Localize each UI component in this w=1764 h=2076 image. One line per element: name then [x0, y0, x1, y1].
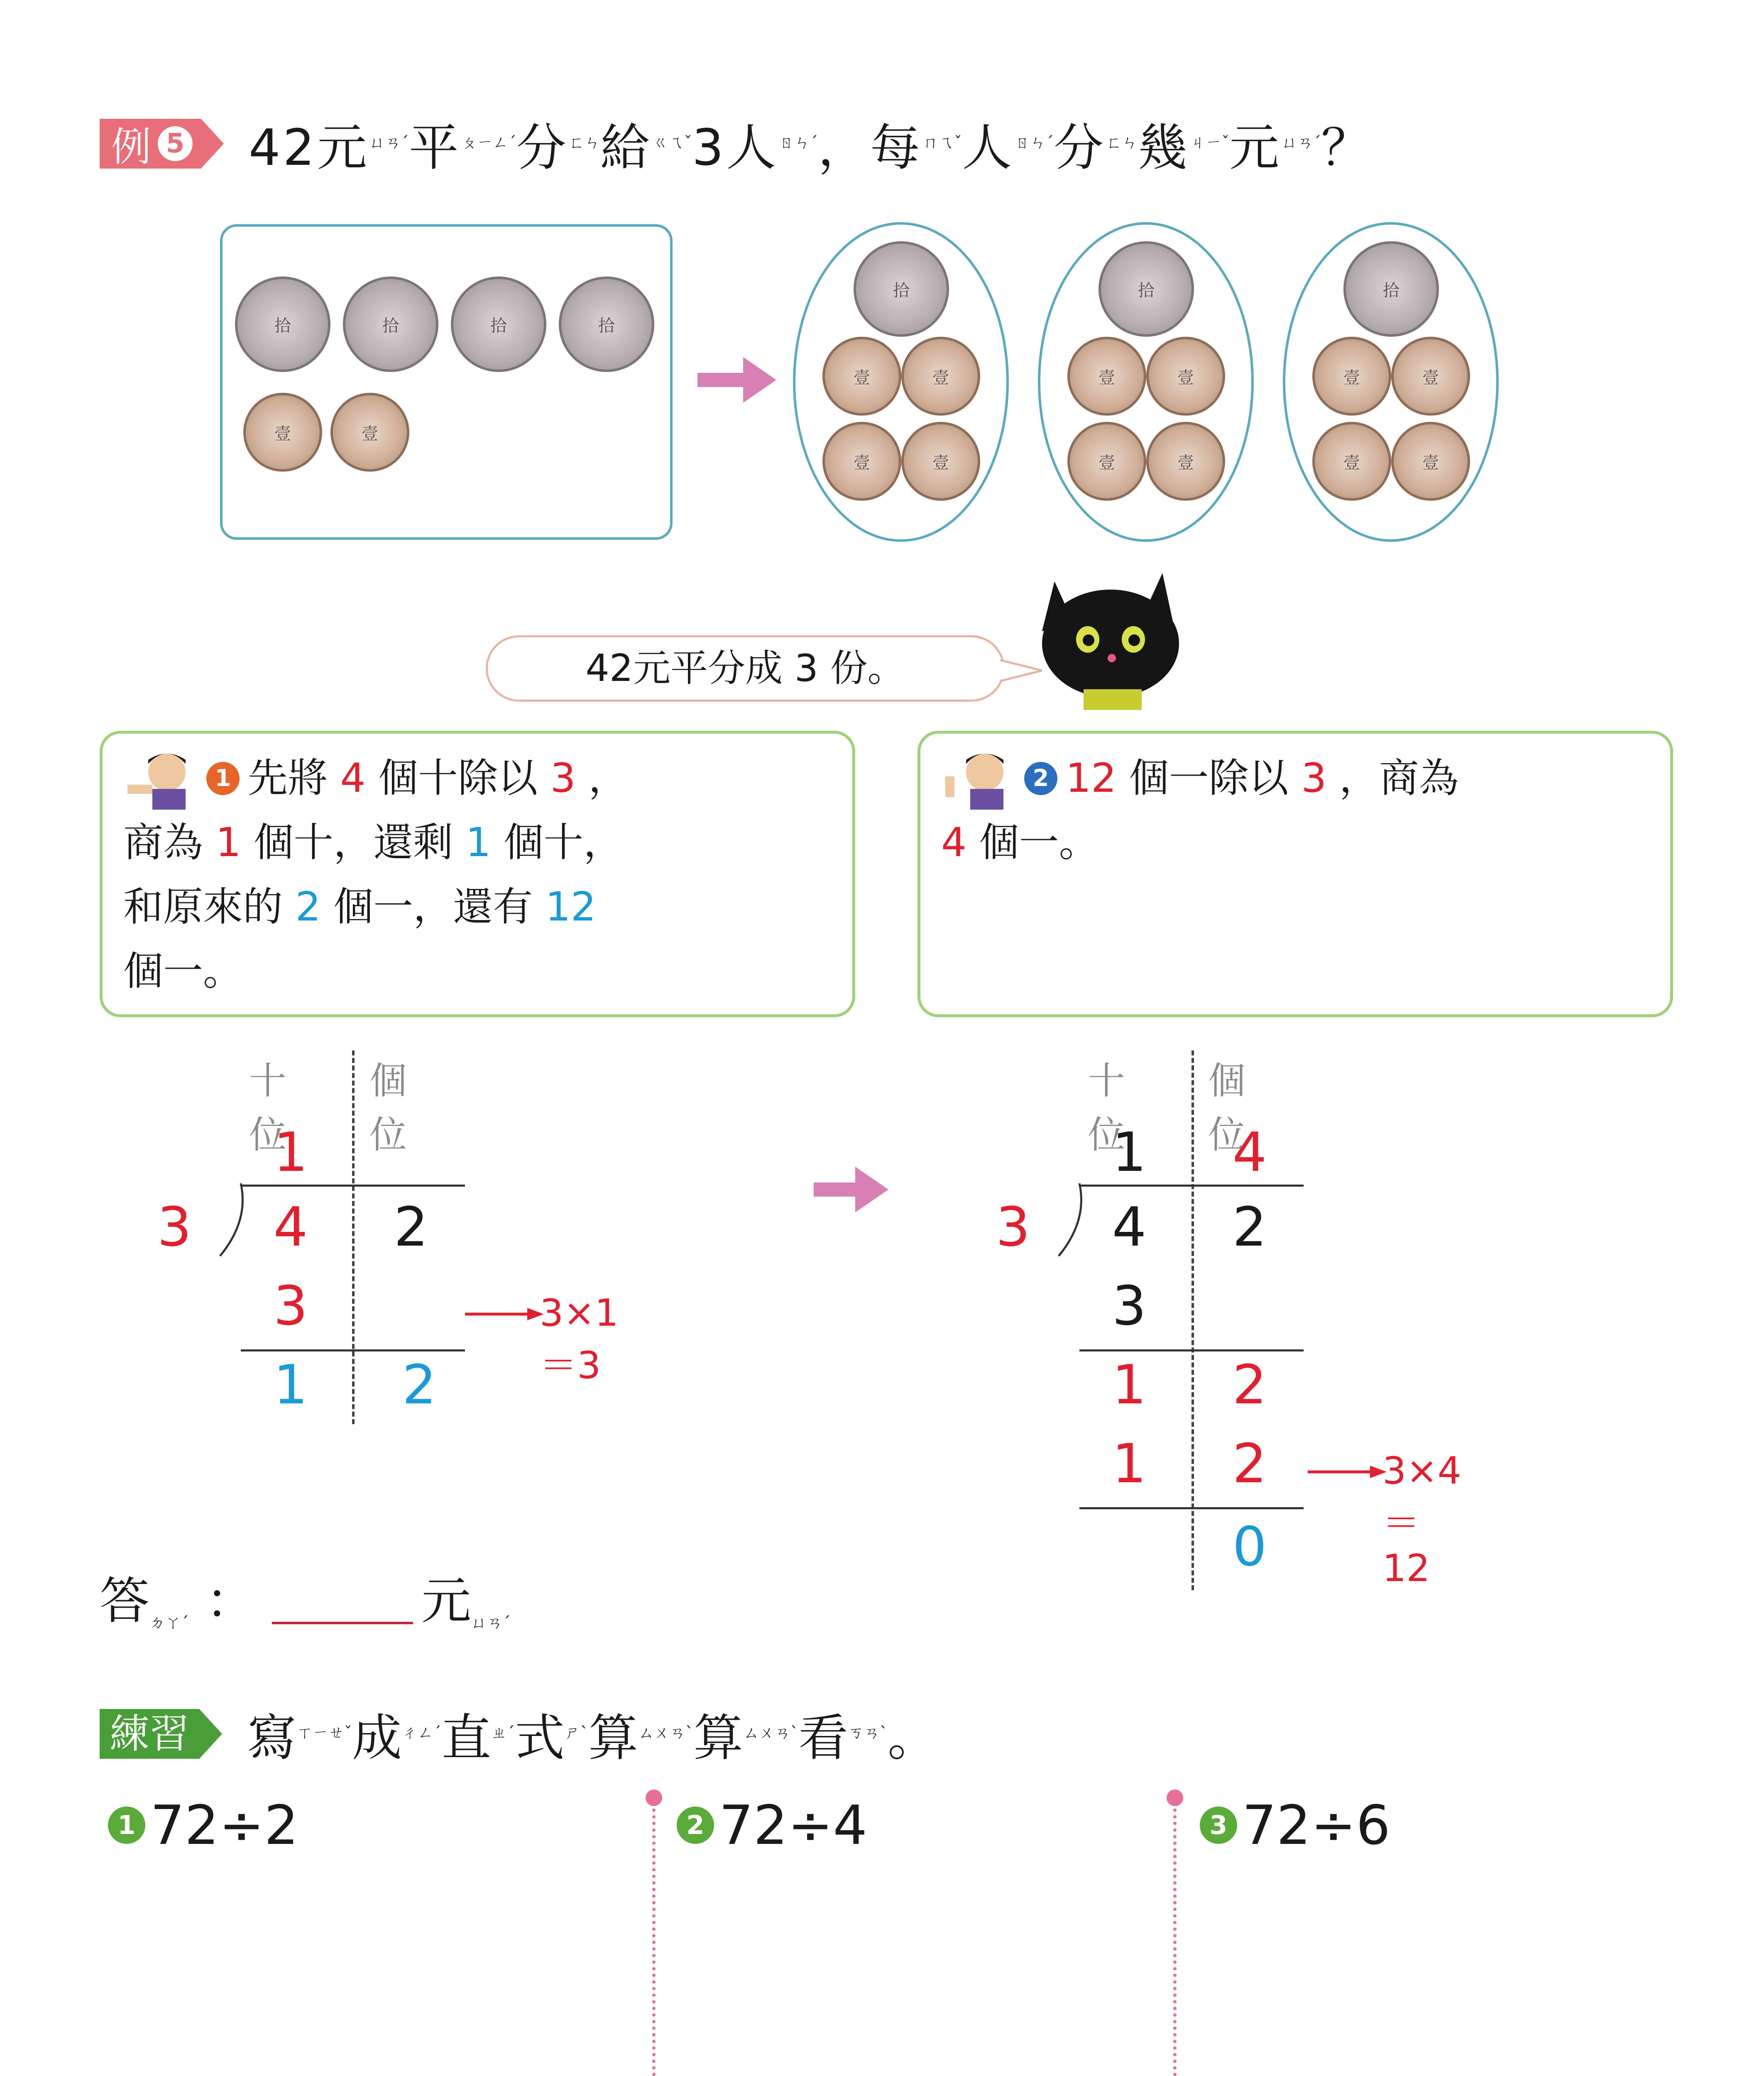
product-tens: 3 [273, 1274, 308, 1337]
step-1-badge: 1 [206, 762, 240, 795]
column-separator [1173, 1802, 1177, 2076]
text-segment: 直 [441, 1709, 492, 1767]
quotient-tens: 1 [273, 1121, 308, 1184]
division-bar [1079, 1185, 1304, 1187]
product-tens: 3 [1112, 1274, 1147, 1337]
subtraction-bar [241, 1349, 465, 1351]
one-dollar-coin: 壹 [1391, 337, 1470, 416]
share-group-1 [793, 222, 1009, 542]
boy-peace-sign-icon [941, 747, 1024, 810]
example-badge-label: 例 [111, 123, 151, 170]
text-segment: 。 [888, 1709, 938, 1767]
hint1-line-2 [123, 810, 836, 875]
product2-tens: 1 [1112, 1432, 1147, 1495]
problem-number-2: 2 [677, 1807, 714, 1844]
hint-text-segment: 12 [545, 884, 596, 930]
subtraction-bar [1079, 1507, 1304, 1509]
hint2-line-2 [941, 810, 1654, 875]
text-segment: 元 [1229, 119, 1282, 177]
practice-badge [100, 1709, 222, 1759]
ten-dollar-coin: 拾 [1343, 241, 1439, 337]
speech-bubble [486, 635, 1005, 702]
text-segment: 3人 [692, 119, 779, 177]
quotient-ones: 4 [1232, 1121, 1267, 1184]
one-dollar-coin: 壹 [1146, 422, 1225, 501]
one-dollar-coin: 壹 [822, 422, 901, 501]
hint-text-segment: 個十除以 [365, 755, 550, 801]
hint-text-segment: 3 [550, 755, 576, 801]
place-value-divider [352, 1050, 355, 1424]
ten-dollar-coin: 拾 [343, 277, 438, 372]
dividend-tens: 4 [1112, 1195, 1147, 1258]
hint-box-2 [917, 731, 1673, 1017]
answer-label-bpmf: ㄉㄚˊ [149, 1613, 189, 1632]
one-dollar-coin: 壹 [901, 422, 980, 501]
bopomofo-annotation: ㄈㄣ [1106, 133, 1138, 152]
share-group-2 [1038, 222, 1254, 542]
hint-text-segment: 1 [465, 819, 491, 866]
ones-header: 個位 [1208, 1059, 1245, 1157]
hint1-line-1 [248, 746, 628, 810]
text-segment: 看 [798, 1709, 849, 1767]
dividend-ones: 2 [394, 1195, 428, 1258]
hint-text-segment: 1 [215, 819, 241, 866]
example-badge [100, 119, 201, 169]
dividend-tens: 4 [273, 1195, 308, 1258]
speech-tail-icon [1001, 656, 1042, 685]
text-segment: 算 [588, 1709, 639, 1767]
bopomofo-annotation: ㄆㄧㄥˊ [461, 133, 516, 152]
one-dollar-coin: 壹 [822, 337, 901, 416]
practice-problem-3 [1200, 1794, 1390, 1857]
hint-text-segment: 個一除以 [1116, 755, 1302, 801]
text-segment: 幾 [1138, 119, 1190, 177]
hint-text-segment: 12 [1066, 755, 1117, 801]
dividend-ones: 2 [1232, 1195, 1267, 1258]
text-segment: 寫 [247, 1709, 297, 1767]
text-segment: 算 [693, 1709, 744, 1767]
one-dollar-coin: 壹 [901, 337, 980, 416]
ten-dollar-coin: 拾 [1099, 241, 1194, 337]
bopomofo-annotation: ㄙㄨㄢˋ [638, 1723, 694, 1742]
hint-box-1 [100, 731, 855, 1017]
problem-number-3: 3 [1200, 1807, 1237, 1844]
division-bracket-icon [1054, 1183, 1084, 1258]
hint-text-segment: 個一，還有 [321, 884, 546, 930]
subtraction-bar [1079, 1349, 1304, 1351]
text-segment: ，每 [818, 119, 923, 177]
practice-instruction [247, 1698, 937, 1770]
practice-problem-2 [677, 1794, 867, 1857]
practice-header [100, 1698, 937, 1770]
divisor: 3 [996, 1195, 1030, 1258]
bopomofo-annotation: ㄩㄢˊ [1282, 133, 1321, 152]
text-segment: 分 [516, 119, 569, 177]
problem-expression-3: 72÷6 [1242, 1794, 1391, 1857]
coin-group-total [220, 224, 673, 540]
quotient-tens: 1 [1112, 1121, 1147, 1184]
one-dollar-coin: 壹 [243, 393, 322, 472]
bopomofo-annotation: ㄖㄣˊ [1014, 133, 1054, 152]
answer-unit: 元 [421, 1572, 472, 1630]
hint1-line-4 [123, 939, 836, 1004]
hint-text-segment: 4 [340, 755, 366, 801]
brought-down-tens: 1 [1112, 1353, 1147, 1416]
cat-mascot-icon [1038, 573, 1187, 710]
example-question [249, 108, 1373, 179]
ten-dollar-coin: 拾 [854, 241, 949, 337]
hint-text-segment: ， [575, 755, 629, 801]
bopomofo-annotation: ㄔㄥˊ [402, 1723, 442, 1742]
column-separator [652, 1802, 656, 2076]
product2-ones: 2 [1232, 1432, 1267, 1495]
tens-header: 十位 [249, 1059, 286, 1157]
practice-badge-label: 練習 [100, 1709, 199, 1759]
problem-expression-2: 72÷4 [719, 1794, 868, 1857]
hint-text-segment: 2 [295, 884, 321, 930]
bopomofo-annotation: ㄙㄨㄢˋ [743, 1723, 799, 1742]
one-dollar-coin: 壹 [330, 393, 409, 472]
text-segment: 42元 [249, 119, 369, 177]
remainder-tens: 1 [273, 1353, 308, 1416]
hint-text-segment: 個一。 [966, 819, 1099, 866]
one-dollar-coin: 壹 [1067, 422, 1146, 501]
bopomofo-annotation: ㄈㄣ [568, 133, 600, 152]
hint2-line-1 [1066, 746, 1459, 810]
division-bracket-icon [216, 1183, 245, 1258]
text-segment: 成 [352, 1709, 402, 1767]
hint-text-segment: 個十， [491, 819, 624, 866]
final-remainder: 0 [1232, 1515, 1267, 1578]
multiplication-note: 3×4＝12 [1382, 1449, 1461, 1590]
hint-text-segment: 商為 [123, 819, 216, 866]
one-dollar-coin: 壹 [1067, 337, 1146, 416]
hint-text-segment: 個十，還剩 [241, 819, 466, 866]
badge-arrow-icon [199, 1709, 222, 1759]
brought-down-ones: 2 [1232, 1353, 1267, 1416]
one-dollar-coin: 壹 [1146, 337, 1225, 416]
hint-text-segment: 個一。 [123, 948, 243, 994]
ten-dollar-coin: 拾 [559, 277, 654, 372]
bopomofo-annotation: ㄓˊ [491, 1723, 515, 1742]
text-segment: 人 [962, 119, 1015, 177]
right-arrow-icon [697, 357, 776, 403]
one-dollar-coin: 壹 [1312, 422, 1391, 501]
text-segment: 給 [600, 119, 653, 177]
hint1-line-3 [123, 875, 836, 939]
text-segment: 分 [1054, 119, 1106, 177]
bopomofo-annotation: ㄩㄢˊ [369, 133, 409, 152]
bopomofo-annotation: ㄕˋ [565, 1723, 589, 1742]
example-badge-number: 5 [158, 126, 193, 161]
hint-text-segment: 先將 [248, 755, 340, 801]
arrow-right-icon [1308, 1464, 1387, 1480]
answer-blank[interactable] [272, 1622, 413, 1624]
one-dollar-coin: 壹 [1391, 422, 1470, 501]
answer-unit-bpmf: ㄩㄢˊ [471, 1613, 511, 1632]
hint-text-segment: 3 [1301, 755, 1327, 801]
practice-problem-1 [108, 1794, 298, 1857]
place-value-divider [1191, 1050, 1194, 1590]
text-segment: ？ [1321, 119, 1374, 177]
tens-header: 十位 [1088, 1059, 1125, 1157]
right-arrow-icon [814, 1167, 888, 1212]
share-group-3 [1283, 222, 1499, 542]
bopomofo-annotation: ㄍㄟˇ [652, 133, 692, 152]
boy-thumbs-up-icon [123, 747, 206, 810]
answer-line [100, 1561, 511, 1633]
bopomofo-annotation: ㄐㄧˇ [1190, 133, 1230, 152]
bopomofo-annotation: ㄖㄣˊ [778, 133, 818, 152]
example-header [100, 108, 1373, 179]
ten-dollar-coin: 拾 [235, 277, 330, 372]
badge-arrow-icon [201, 119, 224, 169]
one-dollar-coin: 壹 [1312, 337, 1391, 416]
ones-header: 個位 [369, 1059, 407, 1157]
answer-label: 答 [100, 1572, 149, 1630]
bopomofo-annotation: ㄒㄧㄝˇ [297, 1723, 352, 1742]
text-segment: 平 [409, 119, 461, 177]
ten-dollar-coin: 拾 [451, 277, 546, 372]
bopomofo-annotation: ㄇㄟˇ [922, 133, 962, 152]
multiplication-note: 3×1＝3 [540, 1291, 619, 1387]
answer-colon: ： [206, 1572, 256, 1630]
hint-text-segment: 和原來的 [123, 884, 296, 930]
problem-expression-1: 72÷2 [150, 1794, 299, 1857]
text-segment: 式 [515, 1709, 565, 1767]
bopomofo-annotation: ㄎㄢˋ [848, 1723, 888, 1742]
remainder-ones: 2 [402, 1353, 437, 1416]
problem-number-1: 1 [108, 1807, 145, 1844]
division-bar [241, 1185, 465, 1187]
divisor: 3 [157, 1195, 192, 1258]
arrow-right-icon [465, 1306, 544, 1322]
hint-text-segment: 4 [941, 819, 967, 866]
hint-text-segment: ，商為 [1326, 755, 1459, 801]
speech-bubble-text: 42元平分成 3 份。 [585, 646, 905, 690]
step-2-badge: 2 [1024, 762, 1057, 795]
